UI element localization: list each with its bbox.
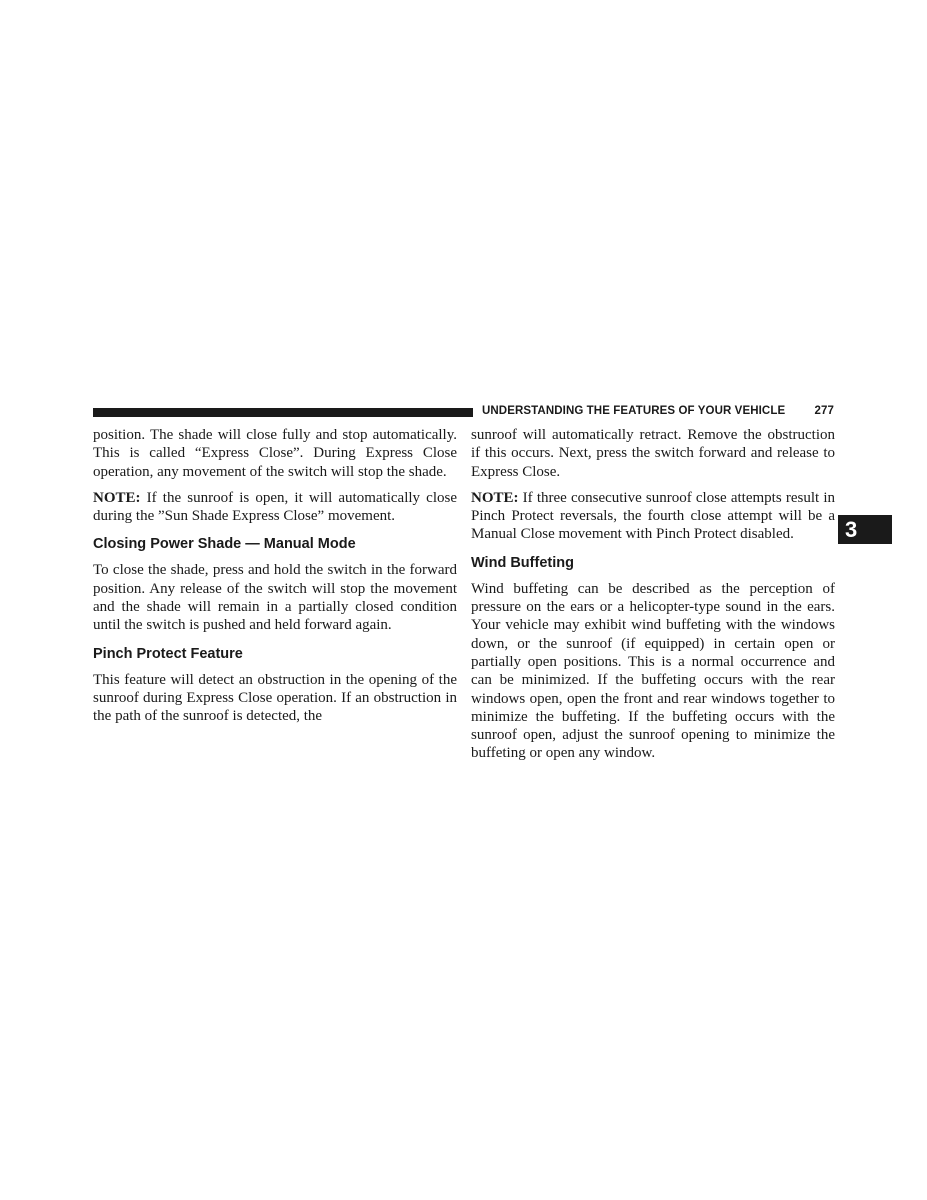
note-label: NOTE: xyxy=(471,489,519,506)
section-title: UNDERSTANDING THE FEATURES OF YOUR VEHICLE xyxy=(482,405,786,417)
header-rule xyxy=(93,408,473,417)
section-heading: Wind Buffeting xyxy=(471,554,574,571)
section-heading: Closing Power Shade — Manual Mode xyxy=(93,536,356,553)
note-paragraph xyxy=(93,489,457,526)
note-paragraph xyxy=(471,489,835,544)
paragraph: position. The shade will close fully and stop automatically. This is called “Express Close”. During Express Close operation, any movement of the switch will stop the shade. xyxy=(93,427,457,480)
note-text: If the sunroof is open, it will automatically close during the ”Sun Shade Express Close” movement. xyxy=(93,489,457,525)
page-number: 277 xyxy=(814,405,834,417)
running-header xyxy=(482,405,834,417)
paragraph: sunroof will automatically retract. Remove the obstruction if this occurs. Next, press the switch forward and release to Express Close. xyxy=(471,427,835,480)
paragraph: This feature will detect an obstruction in the opening of the sunroof during Express Close operation. If an obstruction in the path of the sunroof is detected, the xyxy=(93,671,457,725)
note-text: If three consecutive sunroof close attempts result in Pinch Protect reversals, the fourth close attempt will be a Manual Close movement with Pinch Protect disabled. xyxy=(471,489,835,543)
section-heading: Pinch Protect Feature xyxy=(93,645,243,662)
chapter-tab: 3 xyxy=(838,515,892,544)
note-label: NOTE: xyxy=(93,489,141,506)
paragraph: To close the shade, press and hold the switch in the forward position. Any release of the switch will stop the movement and the shade will remain in a partially closed condition until the switch is pushed and held forward again. xyxy=(93,562,457,634)
right-column xyxy=(471,426,835,771)
left-column xyxy=(93,426,457,734)
paragraph: Wind buffeting can be described as the perception of pressure on the ears or a helicopter-type sound in the ears. Your vehicle may exhibit wind buffeting with the windows down, or the sunroof (if equipped) in certain open or partially open positions. This is a normal occurrence and can be minimized. If the buffeting occurs with the rear windows open, open the front and rear windows together to minimize the buffeting. If the buffeting occurs with the sunroof open, adjust the sunroof opening to minimize the buffeting or open any window. xyxy=(471,580,835,762)
